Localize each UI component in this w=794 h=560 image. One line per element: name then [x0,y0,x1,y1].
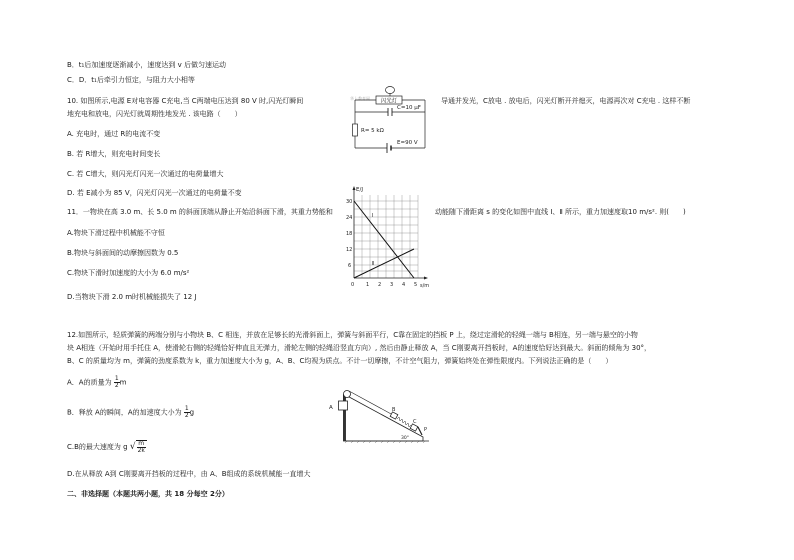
fraction-den: 2k [137,447,145,454]
q12-stem-line3: B、C 的质量均为 m，弹簧的劲度系数为 k，重力加速度大小为 g，A、B、C均视为质点。不计一切摩擦，不计空气阻力，弹簧始终处在弹性限度内。下列说法正确的是（ ） [67,357,613,365]
graph-ytick: 12 [346,247,353,253]
q12-option-c-text: C.B的最大速度为 g [67,443,128,451]
q11-energy-graph [342,183,432,291]
fraction-num: m [138,440,145,447]
q12-option-b-unit: g [189,408,195,417]
q10-stem-line1b: 导通并发光，C放电 . 放电后，闪光灯断开并熄灭，电源再次对 C充电 . 这样不断 [441,97,691,105]
q12-option-b-text: B．释放 A的瞬间，A的加速度大小为 [67,408,182,417]
graph-xtick: 0 [351,282,355,288]
q10-option-a: A. 充电时，通过 R的电流不变 [67,130,161,138]
graph-xtick: 2 [378,282,382,288]
graph-xtick: 4 [402,282,406,288]
graph-xtick: 3 [390,282,394,288]
circuit-res-label: R= 5 kΩ [361,128,384,134]
section-2-title: 二、非选择题（本题共两小题，共 18 分每空 2分） [67,490,229,498]
q12-stem-line2: 块 A相连（开始时用手托住 A，使滑轮右侧的轻绳恰好伸直且无弹力，滑轮左侧的轻绳沿竖直方向）, 然后由静止释放 A，当 C刚要离开挡板时，A的速度恰好达到最大。斜面的倾角为 30°， [67,344,652,352]
q11-stem-line1: 11．一物块在高 3.0 m、长 5.0 m 的斜面顶端从静止开始沿斜面下滑，其重力势能和 [67,208,333,216]
angle-label: 30° [401,436,409,441]
graph-line-2-label: Ⅱ [372,261,375,267]
sqrt-body [136,440,147,454]
q11-option-c: C.物块下滑时加速度的大小为 6.0 m/s² [67,269,190,277]
label-b: B [392,407,396,413]
q9-option-b: B．t₁后加速度逐渐减小，速度达到 v 后做匀速运动 [67,61,226,69]
sqrt-expression [130,440,147,454]
q12-option-a-unit: m [119,378,127,387]
q10-option-b: B. 若 R增大，则充电时间变长 [67,150,161,158]
watermark: 华上教育网 [350,96,370,101]
circuit-lamp-label: 闪光灯 [380,98,398,105]
q12-option-a-text: A．A的质量为 [67,378,112,387]
graph-ytick: 18 [346,231,353,237]
graph-ytick: 24 [346,215,353,221]
label-c: C [413,419,417,425]
q10-stem-line2: 地充电和放电，闪光灯就周期性地发光 . 该电路（ ） [67,110,242,118]
q10-stem-line1: 10. 如图所示,电源 E对电容器 C充电,当 C两端电压达到 80 V 时,闪光灯瞬间 [67,97,304,105]
q12-incline-diagram [325,385,435,447]
q12-stem-line1: 12.如图所示，轻质弹簧的两端分别与小物块 B、C 相连，并放在足够长的光滑斜面上，弹簧与斜面平行，C靠在固定的挡板 P 上，绕过定滑轮的轻绳一端与 B相连，另一端与悬空的小物 [67,331,638,339]
fraction-num: 1 [114,375,119,382]
q9-option-cd: C．D．t₁后牵引力恒定，与阻力大小相等 [67,76,195,84]
graph-line-1-label: Ⅰ [372,213,374,219]
label-a: A [329,405,333,411]
q12-option-c [67,440,147,454]
fraction-den: 2 [114,382,119,389]
graph-xtick: 5 [414,282,418,288]
q11-option-a: A.物块下滑过程中机械能不守恒 [67,229,165,237]
graph-line-2 [354,249,414,278]
graph-line-1 [354,201,414,278]
graph-ytick: 6 [348,263,352,269]
fraction-num: 1 [184,405,189,412]
label-p: P [424,427,428,433]
circuit-cap-label: C=10 μF [397,105,421,111]
graph-ytick: 30 [346,199,353,205]
q10-option-d: D. 若 E减小为 85 V，闪光灯闪光一次通过的电荷量不变 [67,189,242,197]
graph-ylabel: E/J [356,187,363,193]
q12-option-d: D.在从释放 A到 C刚要离开挡板的过程中，由 A、B组成的系统机械能一直增大 [67,470,311,478]
q12-option-b [67,406,194,419]
q12-option-a [67,376,126,389]
sqrt-sign: √ [129,442,136,452]
fraction [137,441,146,454]
graph-xlabel: s/m [420,283,430,289]
graph-xtick: 1 [366,282,370,288]
q11-option-d: D.当物块下滑 2.0 m时机械能损失了 12 J [67,293,197,301]
circuit-emf-label: E=90 V [397,140,418,146]
q10-option-c: C. 若 C增大，则闪光灯闪光一次通过的电荷量增大 [67,170,224,178]
q10-circuit-diagram [340,84,440,156]
fraction-den: 2 [184,412,189,419]
q11-option-b: B.物块与斜面间的动摩擦因数为 0.5 [67,249,179,257]
q11-stem-line1b: 动能随下滑距离 s 的变化如图中直线 Ⅰ、Ⅱ 所示，重力加速度取10 m/s². 则( ) [435,208,686,216]
